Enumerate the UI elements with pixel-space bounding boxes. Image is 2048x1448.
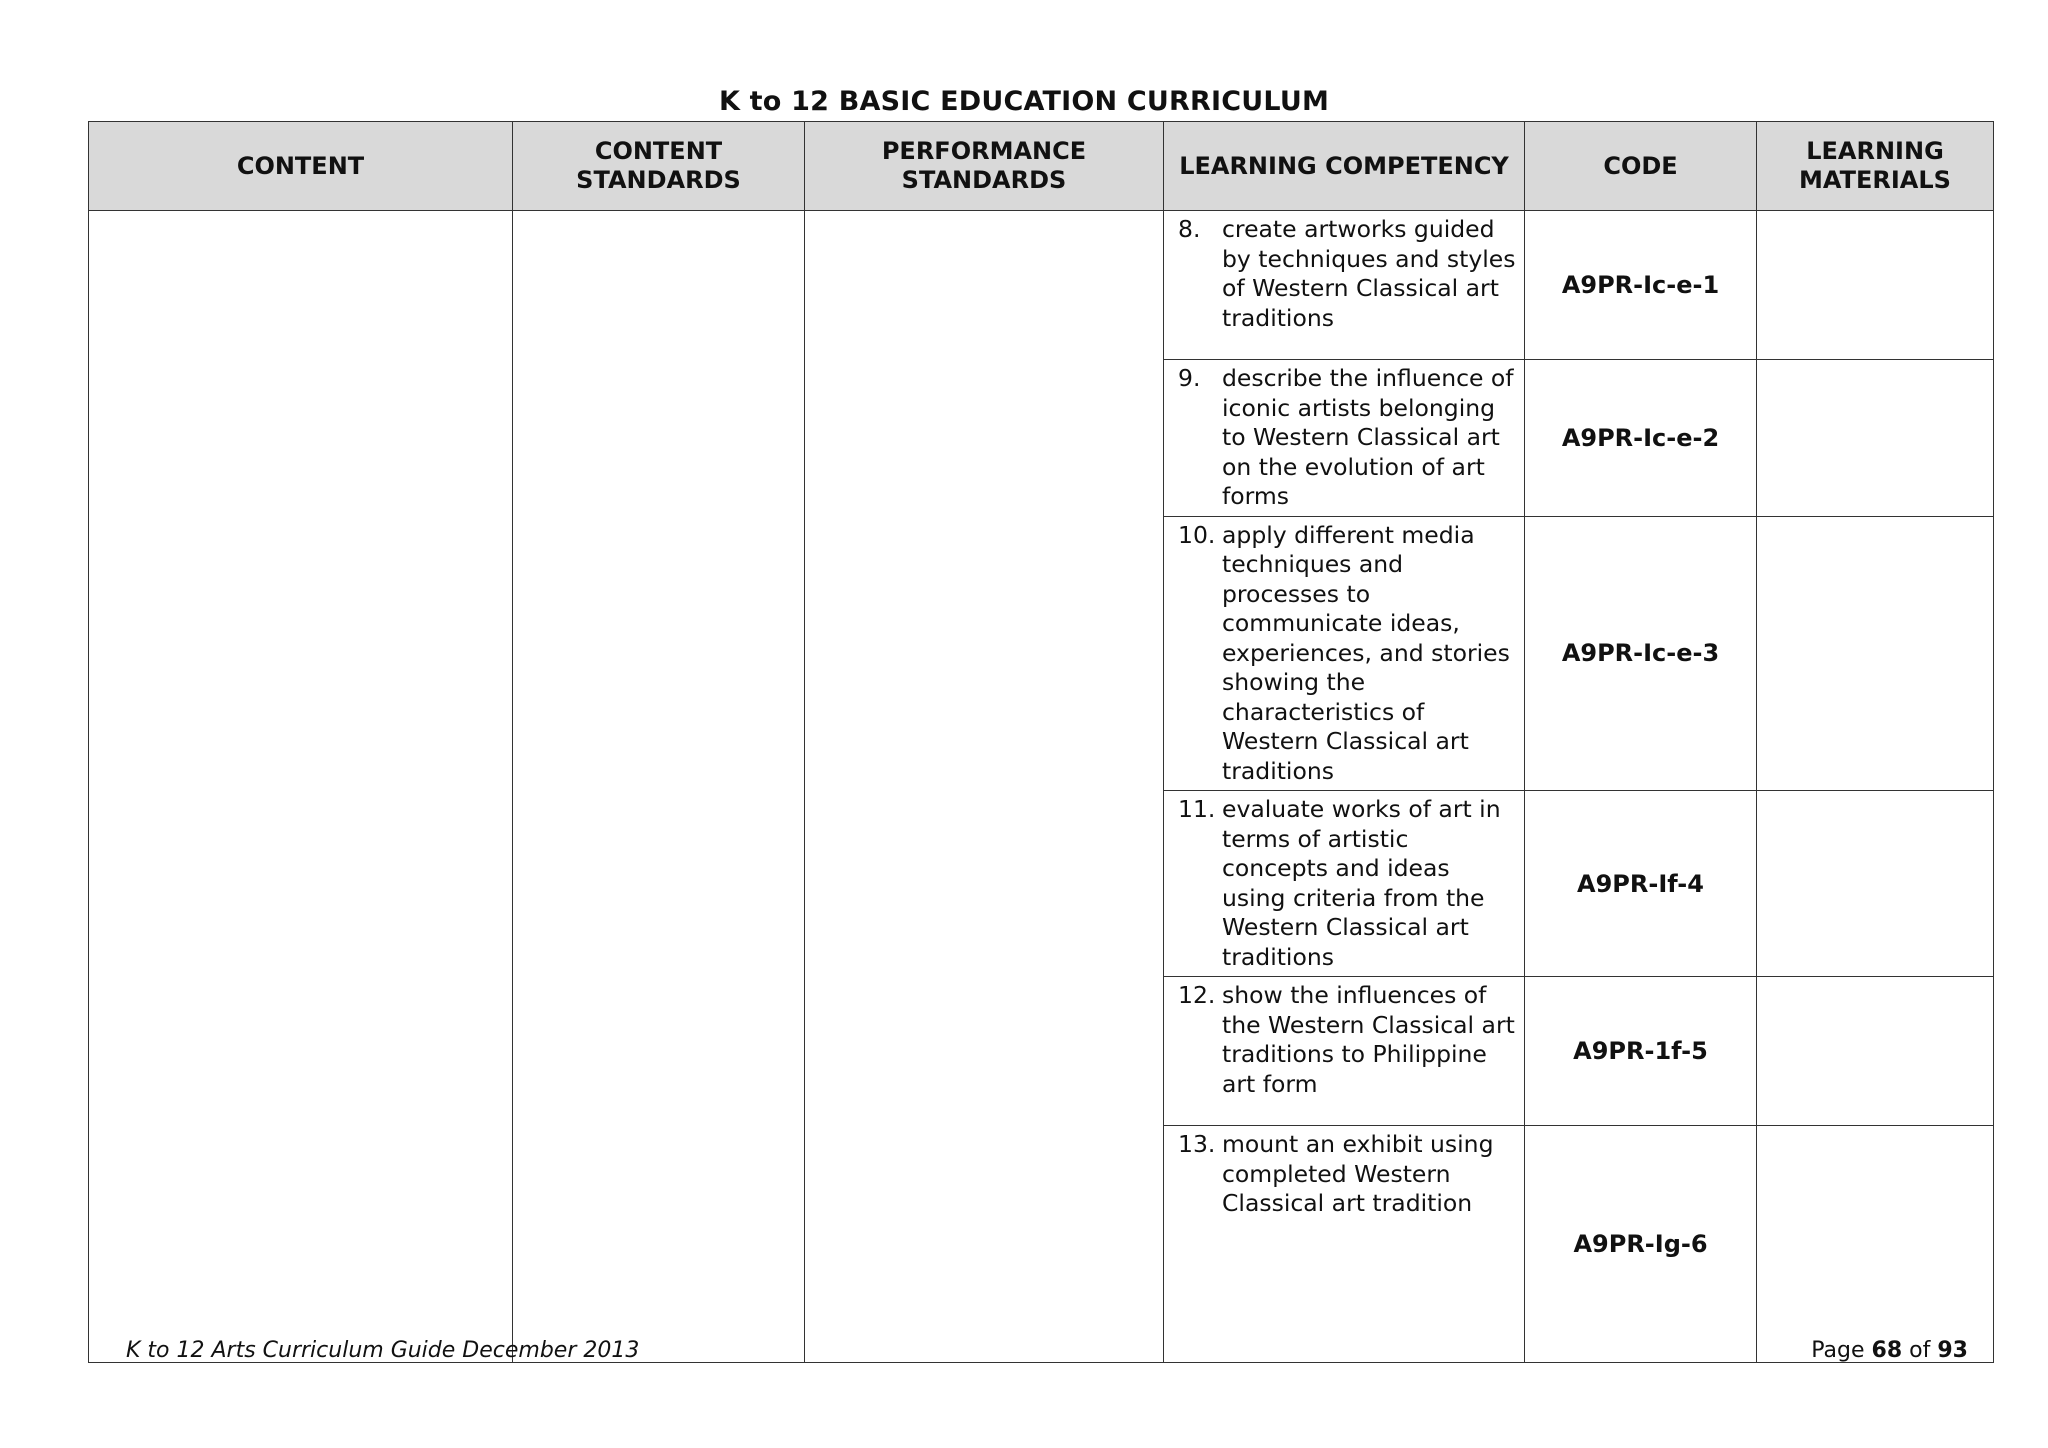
content-cell xyxy=(89,211,513,1363)
code-cell: A9PR-If-4 xyxy=(1525,791,1757,977)
header-learning-competency: LEARNING COMPETENCY xyxy=(1164,122,1525,211)
competency-number: 13. xyxy=(1178,1130,1216,1158)
materials-cell xyxy=(1757,977,1994,1126)
page-total: 93 xyxy=(1937,1338,1968,1363)
competency-text: apply different media techniques and processes to communicate ideas, experiences, and stories showing the characteristics of Western Classical art traditions xyxy=(1222,520,1510,785)
code-cell: A9PR-Ic-e-1 xyxy=(1525,211,1757,360)
materials-cell xyxy=(1757,516,1994,791)
content-standards-cell xyxy=(513,211,805,1363)
header-content: CONTENT xyxy=(89,122,513,211)
materials-cell xyxy=(1757,791,1994,977)
competency-text: mount an exhibit using completed Western Classical art tradition xyxy=(1222,1130,1494,1217)
competency-number: 9. xyxy=(1178,364,1201,392)
competency-number: 11. xyxy=(1178,795,1216,823)
competency-text: show the influences of the Western Classical art traditions to Philippine art form xyxy=(1222,981,1515,1098)
competency-number: 8. xyxy=(1178,215,1201,243)
competency-cell xyxy=(1164,791,1525,977)
header-row xyxy=(89,122,1994,211)
page-current: 68 xyxy=(1871,1338,1903,1363)
page-title: K to 12 BASIC EDUCATION CURRICULUM xyxy=(718,86,1330,117)
competency-text: evaluate works of art in terms of artistic concepts and ideas using criteria from the Western Classical art traditions xyxy=(1222,795,1501,971)
footer-guide-title: K to 12 Arts Curriculum Guide December 2013 xyxy=(126,1338,640,1363)
code-cell: A9PR-Ic-e-2 xyxy=(1525,360,1757,517)
competency-number: 10. xyxy=(1178,520,1216,549)
competency-cell xyxy=(1164,1126,1525,1363)
materials-cell xyxy=(1757,1126,1994,1363)
footer-page-number xyxy=(1811,1338,1968,1363)
performance-standards-cell xyxy=(805,211,1164,1363)
competency-cell xyxy=(1164,211,1525,360)
competency-number: 12. xyxy=(1178,981,1216,1009)
materials-cell xyxy=(1757,211,1994,360)
competency-cell xyxy=(1164,360,1525,517)
page-label: Page xyxy=(1811,1338,1865,1363)
competency-text: describe the influence of iconic artists belonging to Western Classical art on the evolution of art forms xyxy=(1222,364,1514,510)
competency-text: create artworks guided by techniques and styles of Western Classical art traditions xyxy=(1222,215,1516,332)
competency-cell xyxy=(1164,516,1525,791)
header-content-standards: CONTENT STANDARDS xyxy=(513,122,805,211)
materials-cell xyxy=(1757,360,1994,517)
page-of: of xyxy=(1909,1338,1931,1363)
table-row xyxy=(89,211,1994,360)
competency-cell xyxy=(1164,977,1525,1126)
code-cell: A9PR-Ic-e-3 xyxy=(1525,516,1757,791)
code-cell: A9PR-1f-5 xyxy=(1525,977,1757,1126)
header-code: CODE xyxy=(1525,122,1757,211)
code-cell: A9PR-Ig-6 xyxy=(1525,1126,1757,1363)
header-performance-standards: PERFORMANCE STANDARDS xyxy=(805,122,1164,211)
curriculum-table xyxy=(88,121,1994,1363)
header-learning-materials: LEARNING MATERIALS xyxy=(1757,122,1994,211)
